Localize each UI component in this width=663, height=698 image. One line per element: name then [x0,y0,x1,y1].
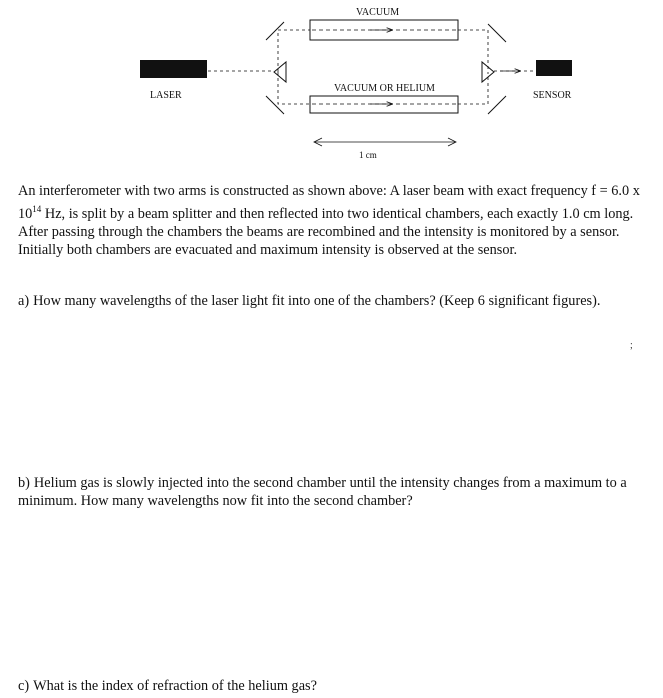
stray-mark: ; [630,340,633,351]
mirror-bottom-right [488,96,506,114]
question-b-text: Helium gas is slowly injected into the second chamber until the intensity changes from a maximum to a minimum. How many wavelengths now fit into the second chamber? [18,475,627,509]
question-a [18,292,648,310]
beam-splitter [274,62,286,82]
problem-intro [18,182,648,259]
intro-text-after: Hz, is split by a beam splitter and then reflected into two identical chambers, each exactly 1.0 cm long. After passing through the chambers the beams are recombined and the intensity is monitored by a sensor. Initially both chambers are evacuated and maximum intensity is observed at the sensor. [18,205,634,258]
question-c [18,677,648,695]
question-a-label: a) [18,293,30,309]
question-c-label: c) [18,678,30,694]
intro-text-before: An interferometer with two arms is constructed as shown above: A laser beam with exact frequency f = 6.0 x 10 [18,183,640,222]
question-b [18,474,648,510]
scale-label: 1 cm [359,150,377,160]
question-c-text: What is the index of refraction of the helium gas? [33,678,317,694]
laser-label: LASER [150,90,182,101]
sensor-box [536,60,572,76]
interferometer-diagram [0,0,663,170]
laser-box [140,60,207,78]
mirror-top-left [266,22,284,40]
sensor-label: SENSOR [533,90,572,101]
question-b-label: b) [18,475,30,491]
question-a-text: How many wavelengths of the laser light fit into one of the chambers? (Keep 6 significant figures). [33,293,601,309]
lower-chamber [310,96,458,113]
mirror-bottom-left [266,96,284,114]
mirror-top-right [488,24,506,42]
vacuum-or-helium-label: VACUUM OR HELIUM [334,83,435,94]
vacuum-label: VACUUM [356,7,400,18]
frequency-exponent: 14 [32,204,42,214]
